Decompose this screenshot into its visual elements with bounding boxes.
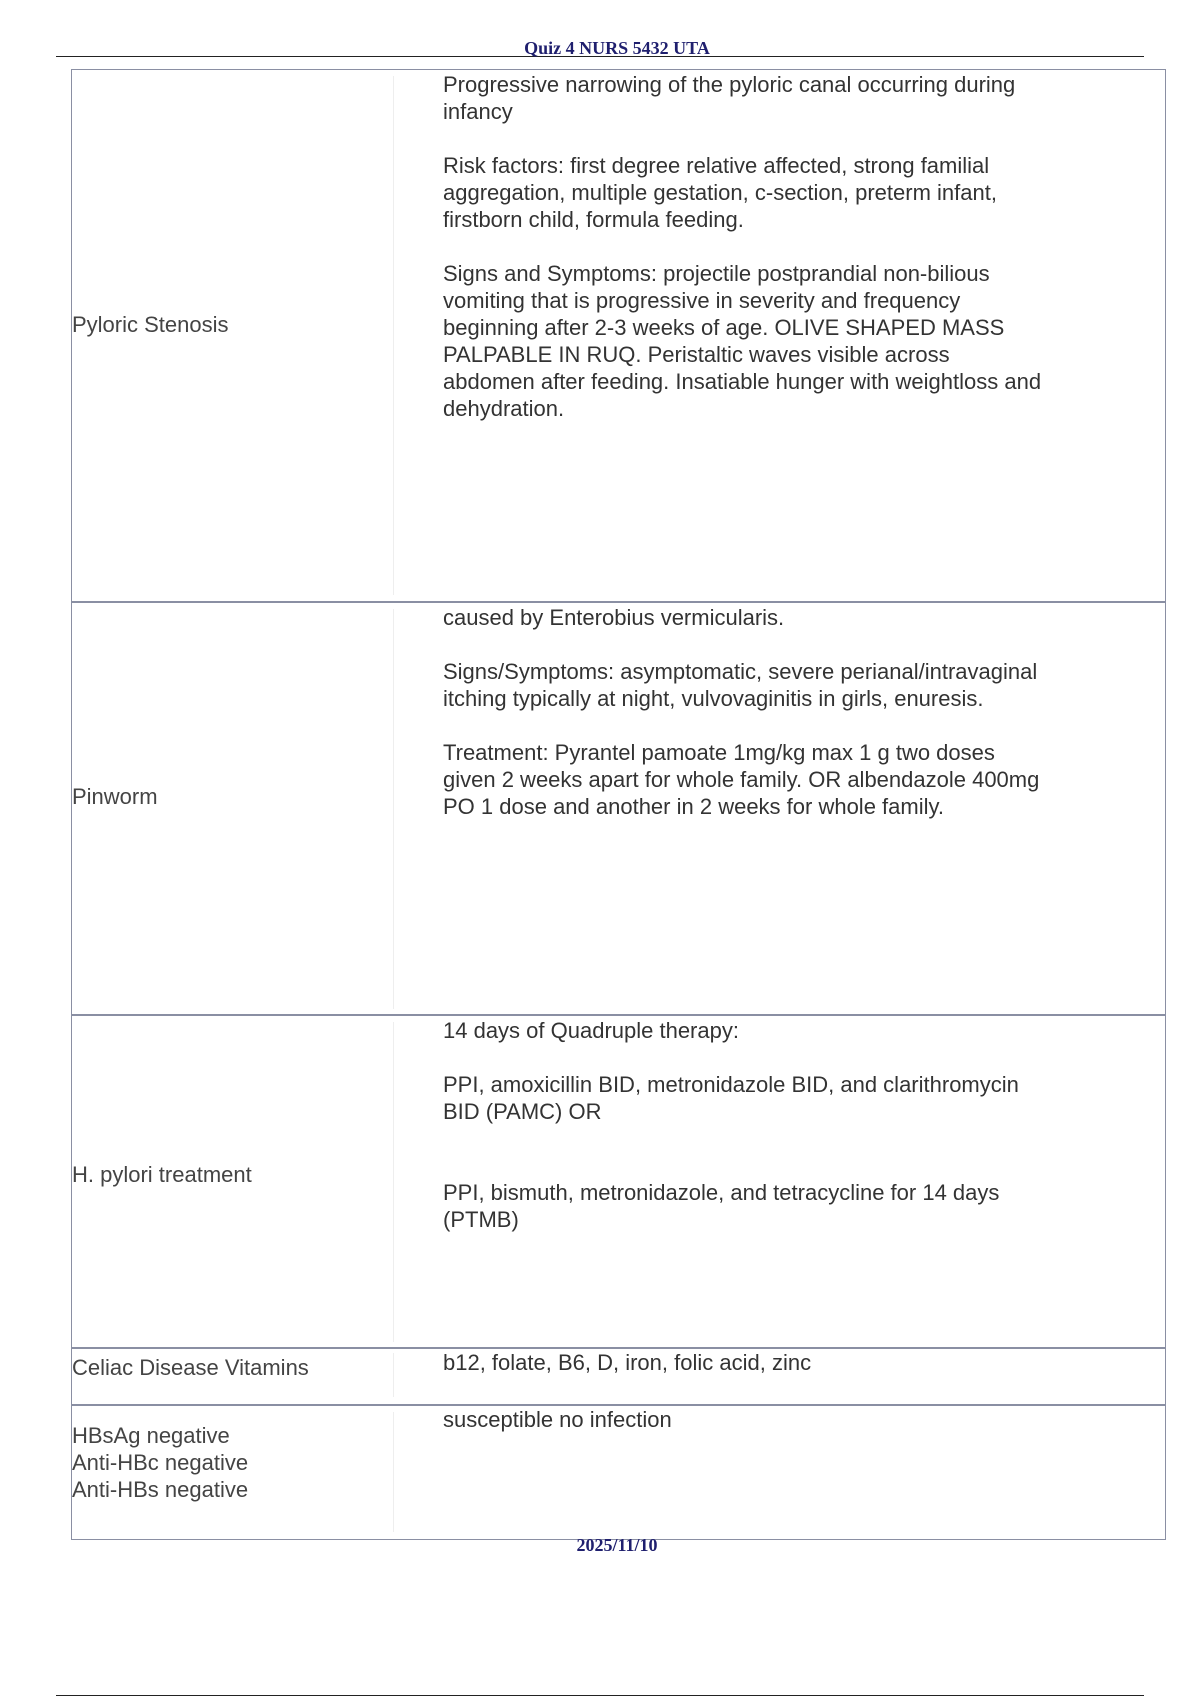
definition-paragraph: caused by Enterobius vermicularis.	[443, 605, 785, 630]
term-cell	[72, 1422, 392, 1503]
definition-paragraph: PPI, amoxicillin BID, metronidazole BID, and clarithromycin BID (PAMC) OR	[443, 1072, 1019, 1124]
column-divider	[393, 1412, 394, 1532]
definition-cell	[443, 604, 1043, 820]
definition-paragraph: Signs/Symptoms: asymptomatic, severe perianal/intravaginal itching typically at night, vulvovaginitis in girls, enuresis.	[443, 659, 1038, 711]
footer-rule	[56, 1695, 1144, 1696]
definition-paragraph: 14 days of Quadruple therapy:	[443, 1018, 739, 1043]
definition-paragraph: susceptible no infection	[443, 1407, 672, 1432]
table-row	[72, 70, 1165, 601]
flashcard-table	[71, 69, 1166, 1540]
definition-cell	[443, 1406, 1043, 1433]
definition-paragraph: Signs and Symptoms: projectile postprandial non-bilious vomiting that is progressive in severity and frequency beginning after 2-3 weeks of age. OLIVE SHAPED MASS PALPABLE IN RUQ. Peristaltic waves visible across abdomen after feeding. Insatiable hunger with weightloss and dehydration.	[443, 261, 1042, 421]
term-cell: Pyloric Stenosis	[72, 312, 229, 337]
term-line: Anti-HBs negative	[72, 1477, 249, 1502]
term-cell: Pinworm	[72, 784, 158, 809]
definition-paragraph: Risk factors: first degree relative affected, strong familial aggregation, multiple gestation, c-section, preterm infant, firstborn child, formula feeding.	[443, 153, 997, 232]
definition-cell	[443, 1349, 1043, 1376]
definition-cell	[443, 1017, 1043, 1233]
page-header-title: Quiz 4 NURS 5432 UTA	[524, 38, 710, 58]
definition-paragraph: b12, folate, B6, D, iron, folic acid, zinc	[443, 1350, 812, 1375]
page-footer-date: 2025/11/10	[576, 1535, 658, 1555]
column-divider	[393, 1022, 394, 1342]
table-row	[72, 1014, 1165, 1347]
column-divider	[393, 1353, 394, 1397]
definition-paragraph: PPI, bismuth, metronidazole, and tetracycline for 14 days (PTMB)	[443, 1180, 1000, 1232]
definition-cell	[443, 71, 1043, 422]
table-row	[72, 1347, 1165, 1404]
definition-paragraph: Progressive narrowing of the pyloric canal occurring during infancy	[443, 72, 1016, 124]
definition-paragraph: Treatment: Pyrantel pamoate 1mg/kg max 1 g two doses given 2 weeks apart for whole family. OR albendazole 400mg PO 1 dose and another in 2 weeks for whole family.	[443, 740, 1040, 819]
column-divider	[393, 76, 394, 595]
term-line: HBsAg negative	[72, 1423, 230, 1448]
column-divider	[393, 609, 394, 1009]
term-line: Anti-HBc negative	[72, 1450, 249, 1475]
table-row	[72, 601, 1165, 1014]
table-row	[72, 1404, 1165, 1539]
term-cell: H. pylori treatment	[72, 1162, 252, 1187]
term-cell: Celiac Disease Vitamins	[72, 1355, 309, 1380]
